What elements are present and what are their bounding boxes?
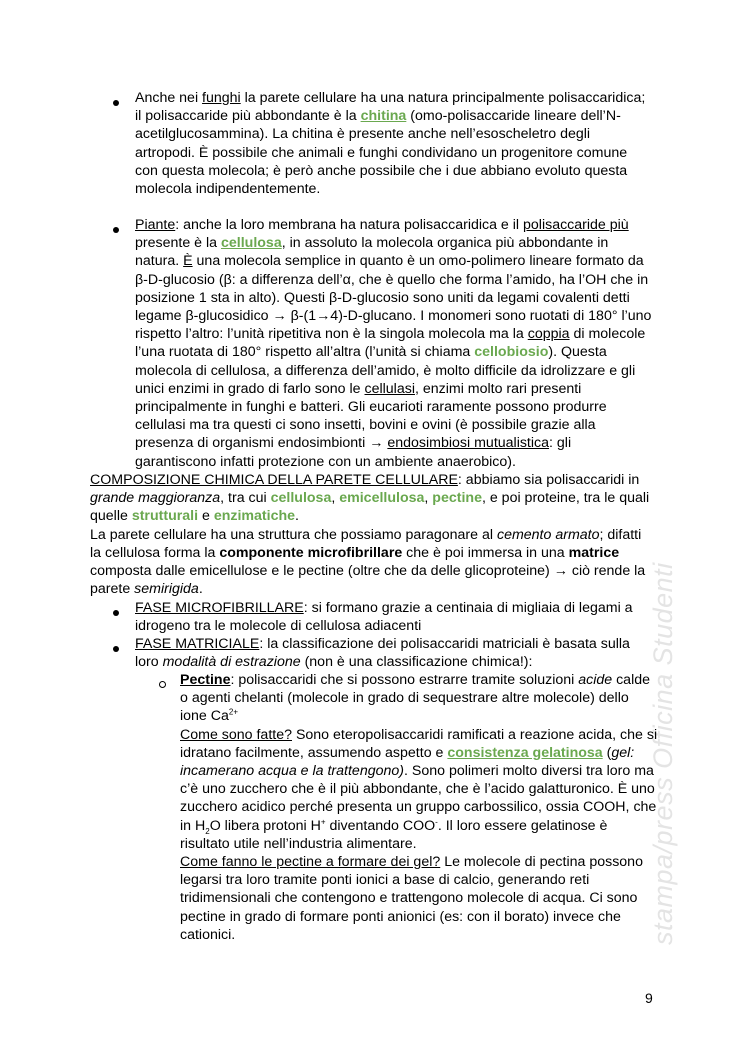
paragraph-funghi — [135, 89, 650, 198]
term-pectine: pectine — [432, 490, 482, 507]
watermark: stampa/press Officina Studenti — [648, 562, 678, 945]
term-coppia: coppia — [527, 326, 570, 343]
text: : abbiamo sia polisaccaridi in — [457, 472, 640, 488]
text: grande maggioranza — [90, 490, 221, 507]
term-funghi: funghi — [202, 90, 241, 106]
paragraph-pectine — [180, 671, 658, 944]
term-endosimbiosi: endosimbiosi mutualistica — [387, 435, 550, 452]
paragraph-fase-matr — [135, 635, 657, 671]
text: cemento armato — [496, 526, 600, 543]
text: Anche nei — [135, 90, 203, 106]
text: semirigida — [134, 581, 199, 598]
bullet-icon — [113, 641, 119, 655]
text: (non è una classificazione chimica!): — [300, 654, 533, 671]
term-cellulosa: cellulosa — [270, 490, 332, 507]
term-cellulosa: cellulosa — [220, 235, 282, 252]
text: ; difatti la cellulosa forma la — [90, 526, 642, 561]
text: 2 — [205, 826, 210, 836]
text: . Il loro essere gelatinose è risultato utile nell’industria alimentare. — [180, 817, 608, 852]
text: che è poi immersa in una — [402, 544, 569, 561]
text: modalità di estrazione — [162, 654, 301, 671]
text: composta dalle emicellulose e le pectine (oltre che da delle glicoproteine) → ciò rende la parete — [90, 563, 646, 598]
text: Le molecole di pectina possono legarsi tra loro tramite ponti ionici a base di calcio, generando reti tridimensionali che contengono e trattengono molecole di acqua. Ci sono pectine in grado di formare ponti anionici (es: con il borato) invece che cationici. — [180, 854, 643, 943]
term-pectine: Pectine — [180, 672, 231, 688]
text: ). Questa molecola di cellulosa, a differenza dell’amido, è molto difficile da idrolizzare e gli unici enzimi in grado di farlo sono le — [135, 344, 636, 397]
text: la parete cellulare ha una natura principalmente polisaccaridica; il polisaccaride più abbondante è la — [135, 90, 646, 125]
term-matrice: matrice — [568, 544, 620, 561]
term-piante: Piante — [135, 217, 176, 233]
text: una molecola semplice in quanto è un omo-polimero lineare formato da β-D-glucosio (β: a differenza dell’α, che è quello che forma l’amido, ha l’OH che in posizione 1 sta in alto). Questi β-D-glucosio sono uniti da legami covalenti detti legame β-glucosidico → β-(1→4)-D-glucano. I monomeri sono ruotati di 180° l’uno rispetto l’altro: l’unità ripetitiva non è la singola molecola ma la — [135, 253, 652, 343]
text: : anche la loro membrana ha natura polisaccaridica e il — [175, 217, 524, 233]
term-fase-matr: FASE MATRICIALE — [135, 636, 260, 652]
text: , enzimi molto rari presenti principalmente in funghi e batteri. Gli eucarioti raramente possono produrre cellulasi ma tra questi ci sono insetti, bovini e ovini (è possibile grazie alla presenza di organismi endosimbionti → — [135, 380, 607, 452]
text: acide — [578, 672, 613, 688]
text: O libera protoni H — [209, 817, 321, 834]
term-componente: componente microfibrillare — [219, 544, 403, 561]
paragraph-piante — [135, 216, 653, 471]
text: - — [435, 816, 438, 826]
section-heading: COMPOSIZIONE CHIMICA DELLA PARETE CELLULARE — [90, 472, 458, 488]
text: . Sono polimeri molto diversi tra loro ma c’è uno zucchero che è il più abbondante, che è l’acido galatturonico. È uno zucchero acidico perché presenta un gruppo carbossilico, ossia COOH, che in H — [180, 763, 657, 834]
term-chitina: chitina — [360, 108, 407, 125]
bullet-icon — [113, 605, 119, 619]
bullet-icon — [113, 95, 119, 109]
text: , — [424, 490, 433, 507]
term-fase-micro: FASE MICROFIBRILLARE — [135, 600, 304, 616]
term-emicellulosa: emicellulosa — [339, 490, 425, 507]
page-number: 9 — [645, 990, 653, 1006]
text: : la classificazione dei polisaccaridi matriciali è basata sulla loro — [135, 636, 630, 671]
text: calde o agenti chelanti (molecole in grado di sequestrare altre molecole) dello ione Ca — [180, 672, 650, 725]
text: + — [320, 816, 326, 826]
text: , — [331, 490, 340, 507]
term-strutturali: strutturali — [131, 508, 199, 525]
text: La parete cellulare ha una struttura che possiamo paragonare al — [90, 526, 497, 543]
text: diventando COO — [325, 817, 436, 834]
text: Sono eteropolisaccaridi ramificati a reazione acida, che si idratano facilmente, assumendo aspetto e — [180, 726, 658, 761]
text: : gli garantiscono infatti protezione con un ambiente anaerobico). — [135, 435, 572, 470]
text: . — [295, 508, 299, 525]
text: : polisaccaridi che si possono estrarre tramite soluzioni — [230, 672, 579, 688]
term-polisaccaride: polisaccaride più — [523, 217, 629, 233]
paragraph-composizione — [90, 471, 655, 598]
bullet-icon — [113, 222, 119, 236]
text: 2+ — [228, 707, 239, 717]
term-consistenza: consistenza gelatinosa — [447, 744, 603, 761]
text: , in assoluto la molecola organica più abbondante in natura. — [135, 235, 609, 270]
text: È — [183, 253, 193, 270]
text: ( — [602, 744, 612, 761]
term-cellobiosio: cellobiosio — [474, 344, 549, 361]
term-enzimatiche: enzimatiche — [213, 508, 296, 525]
question-heading: Come fanno le pectine a formare dei gel? — [180, 854, 441, 871]
paragraph-fase-micro — [135, 599, 655, 635]
text: , e poi proteine, tra le quali quelle — [90, 490, 650, 525]
term-cellulasi: cellulasi — [364, 380, 415, 397]
text: di molecole l’una ruotata di 180° rispetto all’altra (l’unità si chiama — [135, 326, 646, 361]
circle-bullet-icon — [159, 677, 166, 691]
text: presente è la — [135, 235, 221, 252]
text: : si formano grazie a centinaia di migliaia di legami a idrogeno tra le molecole di cellulosa adiacenti — [135, 600, 633, 635]
text: . — [198, 581, 203, 598]
text: , tra cui — [220, 490, 271, 507]
question-heading: Come sono fatte? — [180, 726, 292, 743]
text: gel: incamerano acqua e la trattengono) — [180, 744, 635, 780]
text: (omo-polisaccaride lineare dell’N-acetilglucosammina). La chitina è presente anche nell’esoscheletro degli artropodi. È possibile che animali e funghi condividano un progenitore comune con questa molecola; è però anche possibile che i due abbiano evoluto questa molecola indipendentemente. — [135, 108, 628, 198]
text: e — [198, 508, 214, 525]
